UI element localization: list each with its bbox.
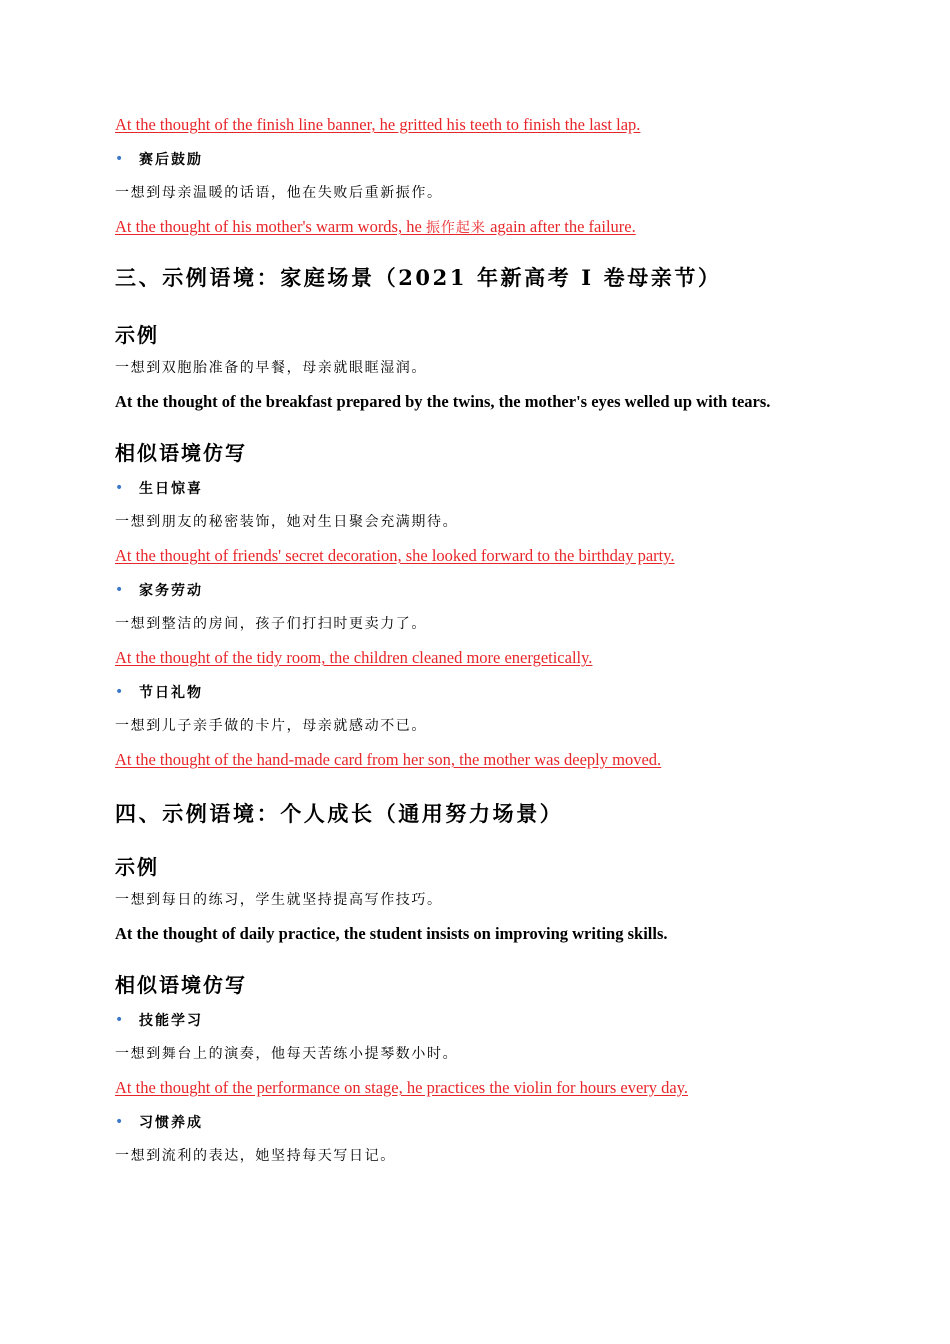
bullet-dot-icon: • xyxy=(115,480,124,496)
bullet-item xyxy=(115,680,835,704)
chinese-sentence: 一想到舞台上的演奏，他每天苦练小提琴数小时。 xyxy=(115,1046,459,1062)
english-translation: At the thought of the tidy room, the children cleaned more energetically. xyxy=(115,648,593,667)
example-english: At the thought of the breakfast prepared by the twins, the mother's eyes welled up with tears. xyxy=(115,392,771,411)
example-title: 示例 xyxy=(115,855,159,879)
bullet-item xyxy=(115,578,835,602)
document-content xyxy=(115,113,835,1168)
bullet-dot-icon: • xyxy=(115,151,124,167)
example-chinese: 一想到双胞胎准备的早餐，母亲就眼眶湿润。 xyxy=(115,360,427,376)
chinese-sentence: 一想到整洁的房间，孩子们打扫时更卖力了。 xyxy=(115,616,427,632)
bullet-label: 家务劳动 xyxy=(139,583,203,599)
bullet-item xyxy=(115,476,835,500)
english-translation: At the thought of the performance on stage, he practices the violin for hours every day. xyxy=(115,1078,689,1097)
example-chinese: 一想到每日的练习，学生就坚持提高写作技巧。 xyxy=(115,892,443,908)
bullet-item xyxy=(115,1110,835,1134)
chinese-sentence: 一想到流利的表达，她坚持每天写日记。 xyxy=(115,1148,396,1164)
example-english: At the thought of daily practice, the student insists on improving writing skills. xyxy=(115,924,668,943)
bullet-label: 技能学习 xyxy=(139,1013,203,1029)
english-translation: At the thought of the hand-made card from her son, the mother was deeply moved. xyxy=(115,750,662,769)
bullet-dot-icon: • xyxy=(115,1114,124,1130)
bullet-item xyxy=(115,147,835,171)
example-title: 示例 xyxy=(115,323,159,347)
similar-title: 相似语境仿写 xyxy=(115,973,247,997)
english-translation: At the thought of the finish line banner, he gritted his teeth to finish the last lap. xyxy=(115,115,641,134)
bullet-item xyxy=(115,1008,835,1032)
bullet-dot-icon: • xyxy=(115,684,124,700)
chinese-sentence: 一想到儿子亲手做的卡片，母亲就感动不已。 xyxy=(115,718,427,734)
english-translation: At the thought of his mother's warm words, he 振作起来 again after the failure. xyxy=(115,217,636,236)
english-translation: At the thought of friends' secret decoration, she looked forward to the birthday party. xyxy=(115,546,675,565)
bullet-label: 赛后鼓励 xyxy=(139,152,203,168)
section-heading: 三、示例语境：家庭场景（2021 年新高考 Ⅰ 卷母亲节） xyxy=(115,265,722,290)
similar-title: 相似语境仿写 xyxy=(115,441,247,465)
bullet-label: 生日惊喜 xyxy=(139,481,203,497)
chinese-sentence: 一想到朋友的秘密装饰，她对生日聚会充满期待。 xyxy=(115,514,459,530)
bullet-label: 节日礼物 xyxy=(139,685,203,701)
section-heading: 四、示例语境：个人成长（通用努力场景） xyxy=(115,801,564,826)
bullet-label: 习惯养成 xyxy=(139,1115,203,1131)
bullet-dot-icon: • xyxy=(115,1012,124,1028)
chinese-sentence: 一想到母亲温暖的话语，他在失败后重新振作。 xyxy=(115,185,443,201)
bullet-dot-icon: • xyxy=(115,582,124,598)
